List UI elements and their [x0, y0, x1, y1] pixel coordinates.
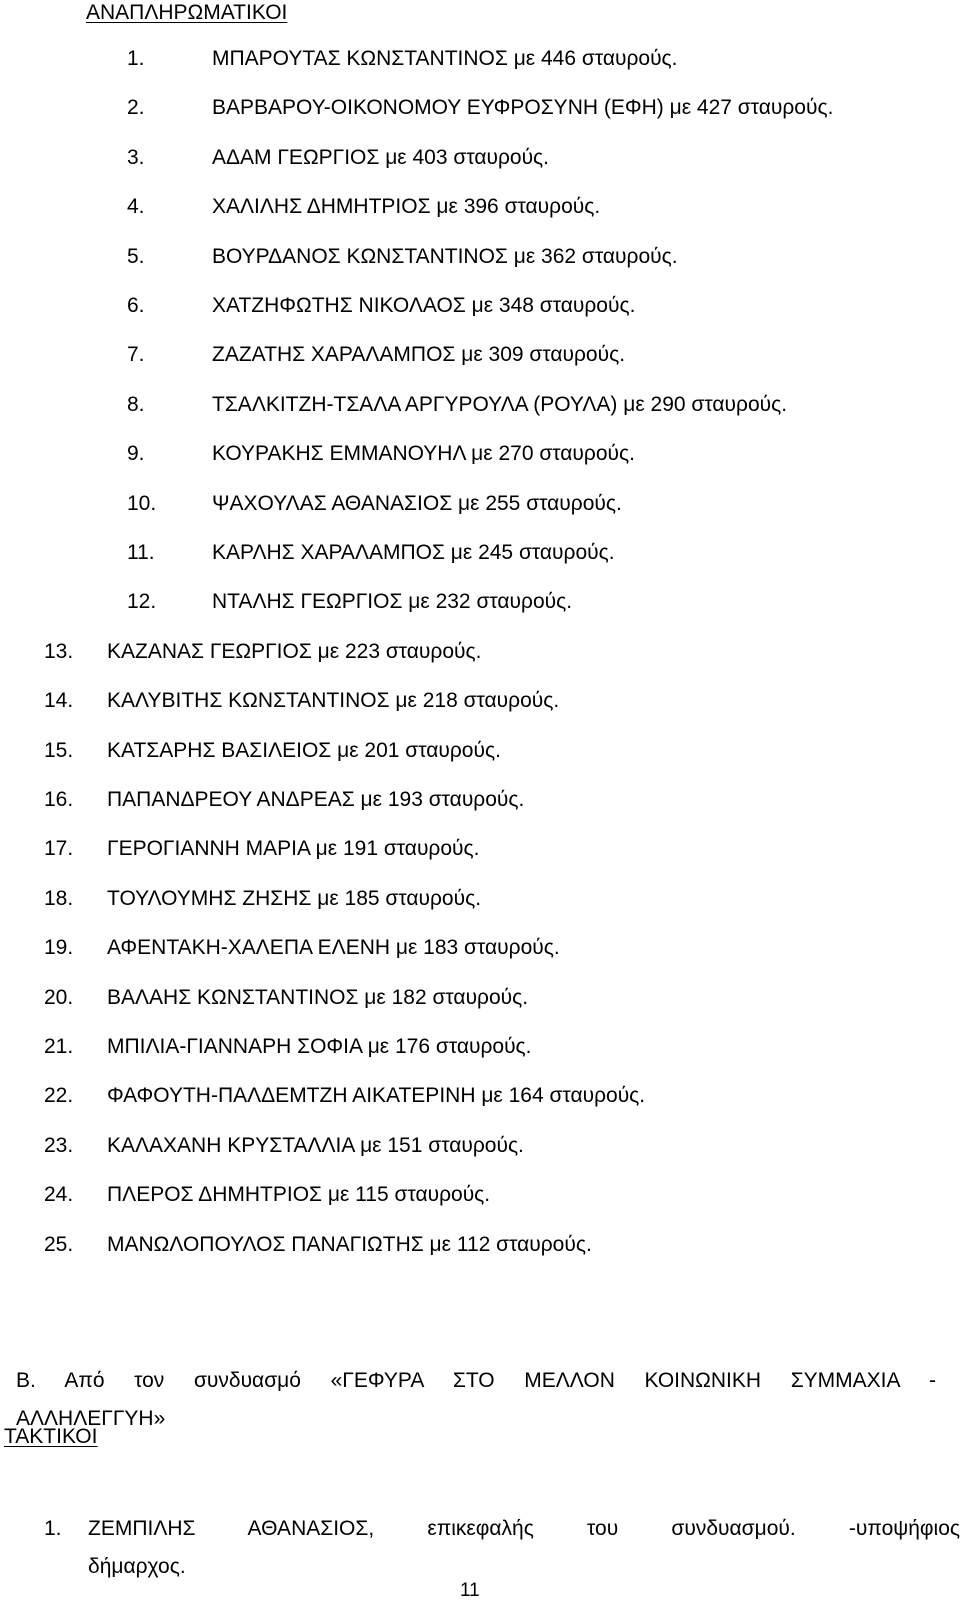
list-item-text: ΤΣΑΛΚΙΤΖΗ-ΤΣΑΛΑ ΑΡΓΥΡΟΥΛΑ (ΡΟΥΛΑ) με 290 σταυρούς.	[212, 393, 788, 416]
list-item-number: 16.	[44, 788, 74, 811]
regulars-heading: ΤΑΚΤΙΚΟΙ	[4, 1425, 98, 1448]
list-item-text: ΚΟΥΡΑΚΗΣ ΕΜΜΑΝΟΥΗΛ με 270 σταυρούς.	[212, 442, 635, 465]
list-item-text: ΜΠΑΡΟΥΤΑΣ ΚΩΝΣΤΑΝΤΙΝΟΣ με 446 σταυρούς.	[212, 47, 678, 70]
list-item-number: 1.	[127, 47, 145, 70]
list-item-number: 21.	[44, 1035, 74, 1058]
coalition-intro-line-2: ΑΛΛΗΛΕΓΓΥΗ»	[16, 1407, 166, 1430]
list-item-text: ΚΑΖΑΝΑΣ ΓΕΩΡΓΙΟΣ με 223 σταυρούς.	[107, 640, 482, 663]
list-item-text: ΚΑΡΛΗΣ ΧΑΡΑΛΑΜΠΟΣ με 245 σταυρούς.	[212, 541, 615, 564]
page-number: 11	[460, 1580, 480, 1601]
list-item-number: 8.	[127, 393, 145, 416]
list-item-text: ΧΑΛΙΛΗΣ ΔΗΜΗΤΡΙΟΣ με 396 σταυρούς.	[212, 195, 601, 218]
coalition-intro	[16, 1362, 936, 1438]
list-item-text: ΖΑΖΑΤΗΣ ΧΑΡΑΛΑΜΠΟΣ με 309 σταυρούς.	[212, 343, 626, 366]
list-item-number: 7.	[127, 343, 145, 366]
list-item-text: ΒΑΛΑΗΣ ΚΩΝΣΤΑΝΤΙΝΟΣ με 182 σταυρούς.	[107, 986, 529, 1009]
list-item-text: ΑΦΕΝΤΑΚΗ-ΧΑΛΕΠΑ ΕΛΕΝΗ με 183 σταυρούς.	[107, 936, 560, 959]
list-item-number: 23.	[44, 1134, 74, 1157]
substitutes-heading: ΑΝΑΠΛΗΡΩΜΑΤΙΚΟΙ	[86, 1, 288, 24]
list-item-number: 17.	[44, 837, 74, 860]
list-item-text: ΝΤΑΛΗΣ ΓΕΩΡΓΙΟΣ με 232 σταυρούς.	[212, 590, 573, 613]
list-item-number: 22.	[44, 1084, 74, 1107]
list-item-number: 24.	[44, 1183, 74, 1206]
list-item-text: ΦΑΦΟΥΤΗ-ΠΑΛΔΕΜΤΖΗ ΑΙΚΑΤΕΡΙΝΗ με 164 σταυρούς.	[107, 1084, 646, 1107]
list-item-number: 10.	[127, 492, 157, 515]
regular-candidate-line-2: δήμαρχος.	[88, 1555, 186, 1578]
coalition-intro-line-1: Β. Από τον συνδυασμό «ΓΕΦΥΡΑ ΣΤΟ ΜΕΛΛΟΝ ΚΟΙΝΩΝΙΚΗ ΣΥΜΜΑΧΙΑ -	[16, 1369, 936, 1392]
list-item-text: ΠΛΕΡΟΣ ΔΗΜΗΤΡΙΟΣ με 115 σταυρούς.	[107, 1183, 491, 1206]
list-item-number: 20.	[44, 986, 74, 1009]
list-item-number: 2.	[127, 96, 145, 119]
list-item-number: 12.	[127, 590, 157, 613]
list-item-text: ΓΕΡΟΓΙΑΝΝΗ ΜΑΡΙΑ με 191 σταυρούς.	[107, 837, 480, 860]
list-item-text: ΒΟΥΡΔΑΝΟΣ ΚΩΝΣΤΑΝΤΙΝΟΣ με 362 σταυρούς.	[212, 245, 678, 268]
list-item-text: ΚΑΛΥΒΙΤΗΣ ΚΩΝΣΤΑΝΤΙΝΟΣ με 218 σταυρούς.	[107, 689, 560, 712]
list-item-text: ΒΑΡΒΑΡΟΥ-ΟΙΚΟΝΟΜΟΥ ΕΥΦΡΟΣΥΝΗ (ΕΦΗ) με 427 σταυρούς.	[212, 96, 834, 119]
list-item-number: 25.	[44, 1233, 74, 1256]
list-item-text: ΜΠΙΛΙΑ-ΓΙΑΝΝΑΡΗ ΣΟΦΙΑ με 176 σταυρούς.	[107, 1035, 532, 1058]
list-item-text: ΤΟΥΛΟΥΜΗΣ ΖΗΣΗΣ με 185 σταυρούς.	[107, 887, 482, 910]
list-item-number: 13.	[44, 640, 74, 663]
list-item-number: 18.	[44, 887, 74, 910]
list-item-number: 6.	[127, 294, 145, 317]
list-item-text: ΚΑΛΑΧΑΝΗ ΚΡΥΣΤΑΛΛΙΑ με 151 σταυρούς.	[107, 1134, 524, 1157]
list-item-text: ΚΑΤΣΑΡΗΣ ΒΑΣΙΛΕΙΟΣ με 201 σταυρούς.	[107, 739, 501, 762]
list-item-text: ΧΑΤΖΗΦΩΤΗΣ ΝΙΚΟΛΑΟΣ με 348 σταυρούς.	[212, 294, 636, 317]
list-item-number: 1.	[44, 1517, 62, 1540]
list-item-number: 15.	[44, 739, 74, 762]
list-item-number: 3.	[127, 146, 145, 169]
list-item-number: 4.	[127, 195, 145, 218]
list-item-text: ΜΑΝΩΛΟΠΟΥΛΟΣ ΠΑΝΑΓΙΩΤΗΣ με 112 σταυρούς.	[107, 1233, 592, 1256]
list-item-number: 9.	[127, 442, 145, 465]
list-item-number: 11.	[127, 541, 155, 564]
regular-candidate-line-1: ΖΕΜΠΙΛΗΣ ΑΘΑΝΑΣΙΟΣ, επικεφαλής του συνδυασμού. -υποψήφιος	[88, 1517, 960, 1540]
list-item-text: ΑΔΑΜ ΓΕΩΡΓΙΟΣ με 403 σταυρούς.	[212, 146, 550, 169]
list-item-number: 14.	[44, 689, 74, 712]
list-item-number: 5.	[127, 245, 145, 268]
list-item-text: ΨΑΧΟΥΛΑΣ ΑΘΑΝΑΣΙΟΣ με 255 σταυρούς.	[212, 492, 622, 515]
list-item-text: ΠΑΠΑΝΔΡΕΟΥ ΑΝΔΡΕΑΣ με 193 σταυρούς.	[107, 788, 525, 811]
list-item-number: 19.	[44, 936, 74, 959]
